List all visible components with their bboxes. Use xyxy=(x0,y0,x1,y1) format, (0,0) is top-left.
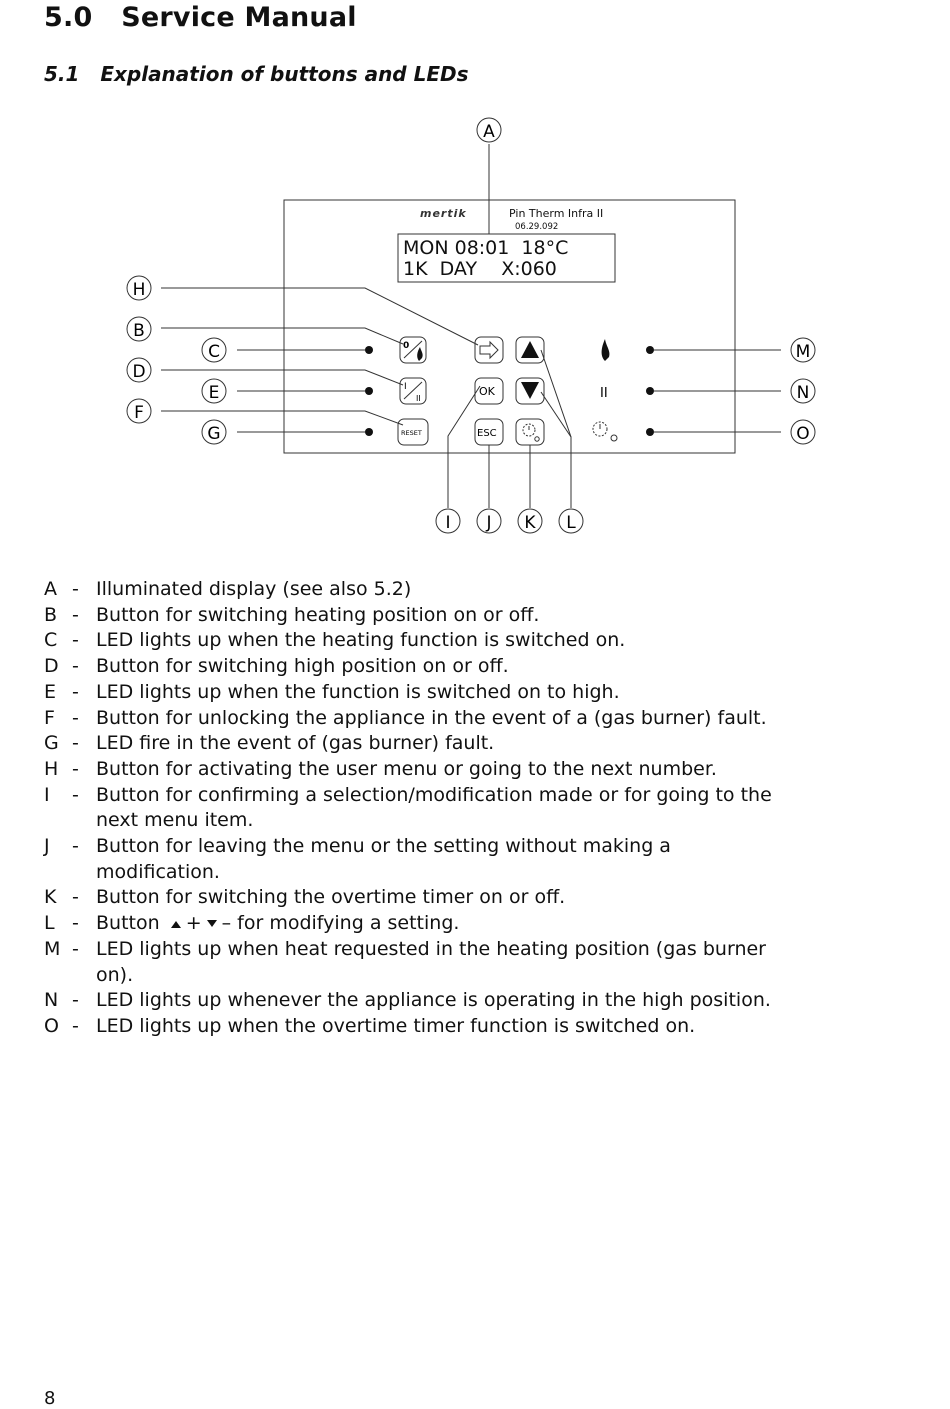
svg-text:L: L xyxy=(566,513,576,533)
legend-item: G - LED fire in the event of (gas burner) fault. xyxy=(44,732,495,755)
callout-n xyxy=(791,379,815,403)
model-code: 06.29.092 xyxy=(515,222,559,232)
svg-text:O: O xyxy=(796,424,810,444)
svg-text:H: H xyxy=(132,280,146,300)
callout-m xyxy=(791,338,815,362)
high-position-button[interactable] xyxy=(400,378,426,404)
callout-f xyxy=(127,399,151,423)
callout-d xyxy=(127,358,151,382)
timer-led xyxy=(646,428,654,436)
callout-a xyxy=(477,118,501,142)
high-led-left xyxy=(365,387,373,395)
svg-text:II: II xyxy=(416,394,421,403)
svg-text:M: M xyxy=(795,342,811,362)
high-position-indicator: II xyxy=(600,386,608,401)
legend-item: H - Button for activating the user menu or going to the next number. xyxy=(44,757,717,780)
next-button[interactable] xyxy=(475,337,503,363)
section-heading: 5.0 Service Manual xyxy=(44,2,357,33)
svg-text:C: C xyxy=(208,342,220,362)
svg-text:G: G xyxy=(207,424,221,444)
svg-text:J: J xyxy=(486,513,492,533)
high-led-right xyxy=(646,387,654,395)
legend-item: L - Button + – for modifying a setting. xyxy=(44,912,460,935)
svg-text:K: K xyxy=(524,513,536,533)
legend-item: A - Illuminated display (see also 5.2) xyxy=(44,578,412,600)
callout-l xyxy=(559,509,583,533)
svg-text:N: N xyxy=(796,383,810,403)
legend-list xyxy=(44,577,786,1040)
callout-b xyxy=(127,317,151,341)
svg-text:0: 0 xyxy=(403,341,410,351)
svg-text:E: E xyxy=(208,383,220,403)
svg-text:F: F xyxy=(134,403,144,423)
svg-text:B: B xyxy=(133,321,145,341)
up-arrow-icon xyxy=(170,919,182,929)
up-button[interactable] xyxy=(516,337,544,363)
svg-text:ESC: ESC xyxy=(477,428,497,439)
legend-item: O - LED lights up when the overtime timer function is switched on. xyxy=(44,1014,696,1037)
subsection-heading: 5.1 Explanation of buttons and LEDs xyxy=(44,62,469,86)
legend-item: N - LED lights up whenever the appliance is operating in the high position. xyxy=(44,989,771,1012)
legend-item: K - Button for switching the overtime timer on or off. xyxy=(44,886,566,909)
callout-j xyxy=(477,509,501,533)
svg-text:OK: OK xyxy=(479,385,495,398)
down-button[interactable] xyxy=(516,378,544,404)
callout-k xyxy=(518,509,542,533)
flame-icon xyxy=(602,339,610,361)
timer-indicator-icon xyxy=(593,422,617,441)
legend-item: D - Button for switching high position on or off. xyxy=(44,655,509,678)
callout-g xyxy=(202,420,226,444)
legend-item: E - LED lights up when the function is switched on to high. xyxy=(44,680,620,703)
control-panel-diagram xyxy=(0,100,950,550)
callout-c xyxy=(202,338,226,362)
burner-led xyxy=(646,346,654,354)
esc-button[interactable] xyxy=(475,419,503,445)
heating-button[interactable] xyxy=(400,337,426,363)
lcd-line-1: MON 08:01 18°C xyxy=(403,237,569,259)
heating-led xyxy=(365,346,373,354)
legend-item: I - Button for confirming a selection/modification made or for going to the next menu item. xyxy=(44,783,772,832)
legend-item: B - Button for switching heating position on or off. xyxy=(44,603,540,626)
brand-logo: mertik xyxy=(420,207,467,220)
model-name: Pin Therm Infra II xyxy=(509,207,604,220)
callout-o xyxy=(791,420,815,444)
page-number: 8 xyxy=(44,1388,56,1409)
svg-text:RESET: RESET xyxy=(401,429,422,437)
down-arrow-icon xyxy=(206,919,218,929)
lcd-line-2: 1K DAY X:060 xyxy=(403,258,557,280)
legend-item: M - LED lights up when heat requested in the heating position (gas burner on). xyxy=(44,937,766,986)
svg-text:A: A xyxy=(483,122,495,142)
reset-button[interactable] xyxy=(398,419,428,445)
svg-text:D: D xyxy=(132,362,146,382)
timer-button[interactable] xyxy=(516,419,544,445)
legend-item: J - Button for leaving the menu or the setting without making a modification. xyxy=(44,835,671,883)
svg-text:I: I xyxy=(445,513,451,533)
callout-h xyxy=(127,276,151,300)
ok-button[interactable] xyxy=(475,378,503,404)
legend-item: F - Button for unlocking the appliance in the event of a (gas burner) fault. xyxy=(44,706,767,729)
callout-e xyxy=(202,379,226,403)
svg-text:I: I xyxy=(404,382,407,392)
legend-item: C - LED lights up when the heating function is switched on. xyxy=(44,629,626,652)
callout-i xyxy=(436,509,460,533)
fault-led xyxy=(365,428,373,436)
